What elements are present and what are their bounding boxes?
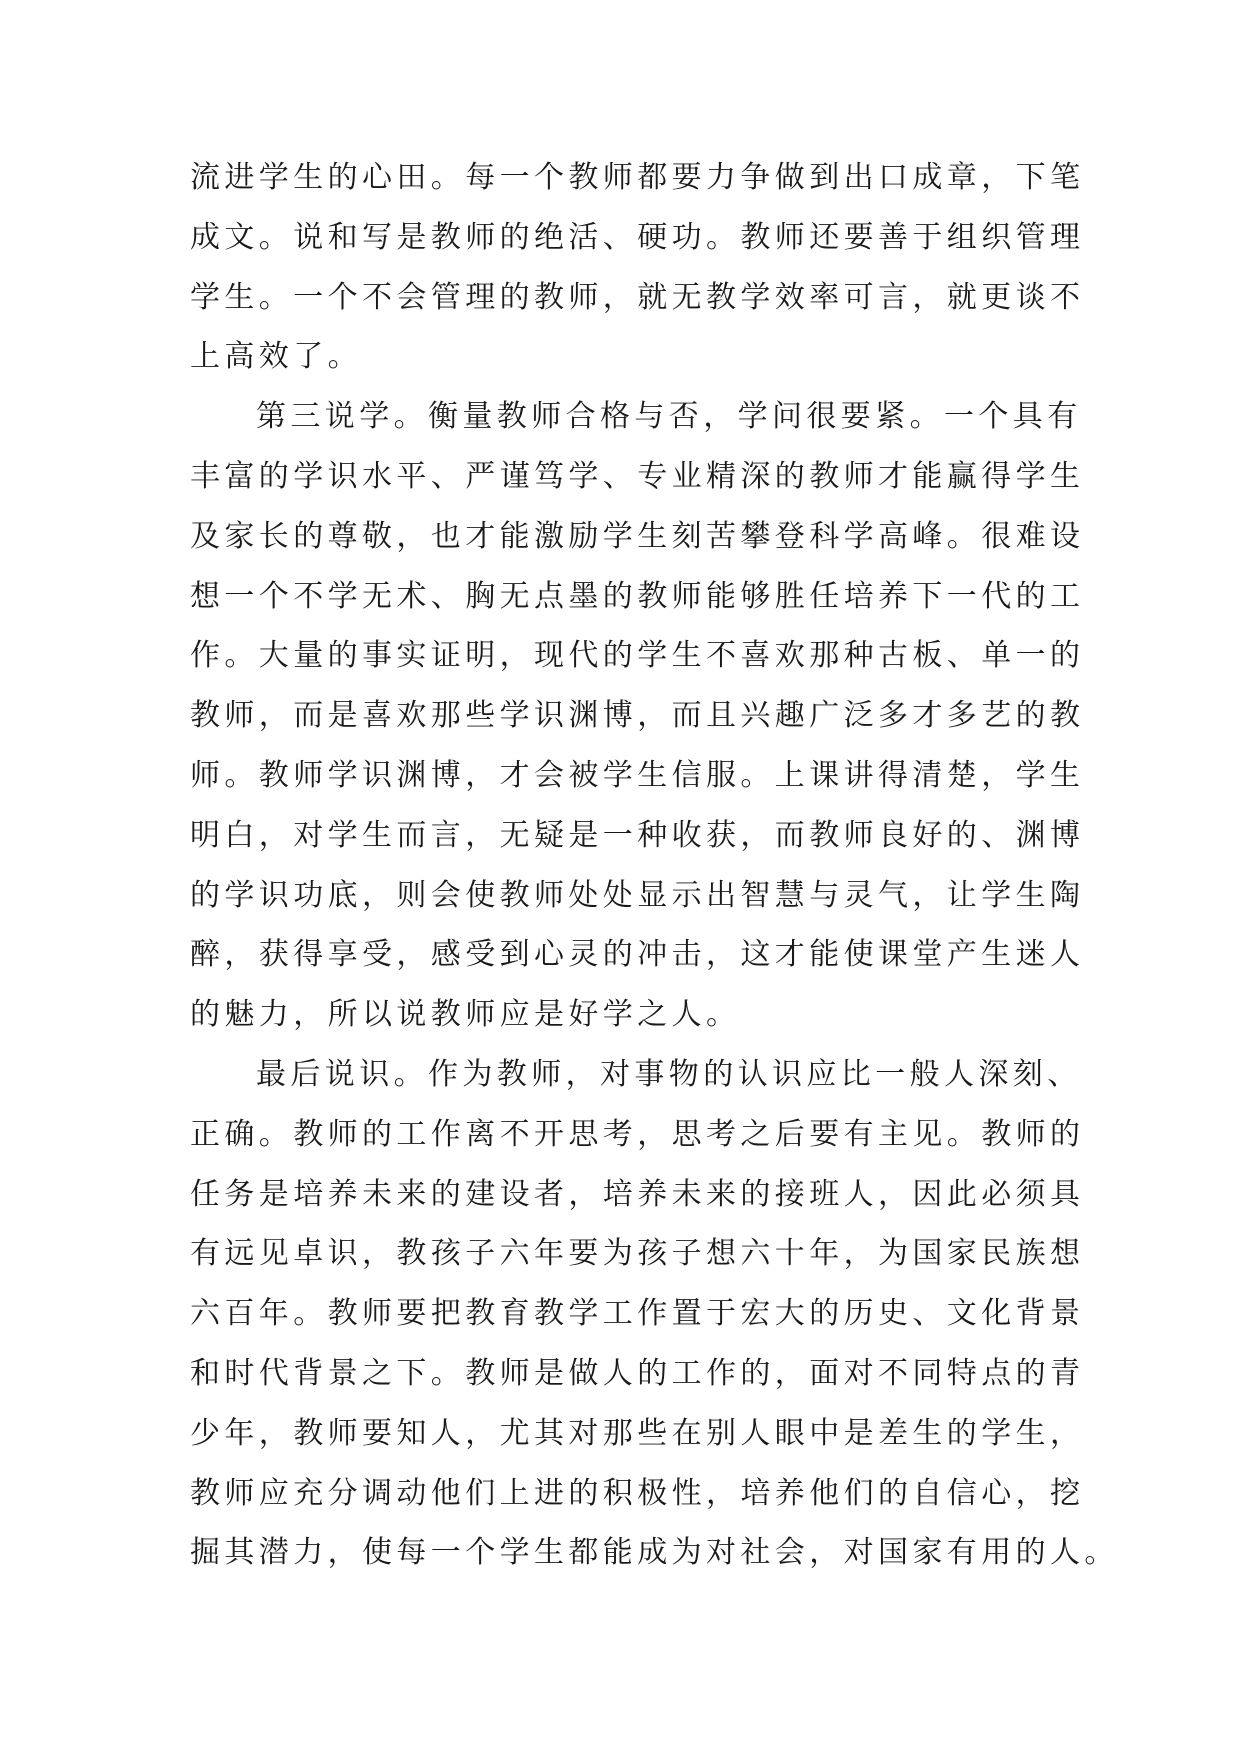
text-line: 教师，而是喜欢那些学识渊博，而且兴趣广泛多才多艺的教 [190, 698, 1085, 734]
paragraph-first-line: 第三说学。衡量教师合格与否，学问很要紧。一个具有 [256, 399, 1082, 435]
paragraph-first-line: 最后说识。作为教师，对事物的认识应比一般人深刻、 [256, 1056, 1082, 1092]
text-line: 丰富的学识水平、严谨笃学、专业精深的教师才能赢得学生 [190, 458, 1085, 494]
text-line: 任务是培养未来的建设者，培养未来的接班人，因此必须具 [190, 1176, 1085, 1212]
document-body [190, 148, 1119, 1583]
text-line: 上高效了。 [190, 339, 362, 375]
text-line: 的学识功底，则会使教师处处显示出智慧与灵气，让学生陶 [190, 877, 1085, 913]
text-line: 醉，获得享受，感受到心灵的冲击，这才能使课堂产生迷人 [190, 937, 1085, 973]
text-line: 师。教师学识渊博，才会被学生信服。上课讲得清楚，学生 [190, 757, 1085, 793]
text-line: 正确。教师的工作离不开思考，思考之后要有主见。教师的 [190, 1116, 1085, 1152]
text-line: 明白，对学生而言，无疑是一种收获，而教师良好的、渊博 [190, 817, 1085, 853]
text-line: 成文。说和写是教师的绝活、硬功。教师还要善于组织管理 [190, 219, 1085, 255]
text-line: 想一个不学无术、胸无点墨的教师能够胜任培养下一代的工 [190, 578, 1085, 614]
text-line: 掘其潜力，使每一个学生都能成为对社会，对国家有用的人。 [190, 1535, 1119, 1571]
text-line: 流进学生的心田。每一个教师都要力争做到出口成章，下笔 [190, 160, 1085, 195]
text-line: 作。大量的事实证明，现代的学生不喜欢那种古板、单一的 [190, 638, 1085, 674]
text-line: 学生。一个不会管理的教师，就无教学效率可言，就更谈不 [190, 279, 1085, 315]
text-line: 及家长的尊敬，也才能激励学生刻苦攀登科学高峰。很难设 [190, 518, 1085, 554]
text-line: 六百年。教师要把教育教学工作置于宏大的历史、文化背景 [190, 1296, 1085, 1332]
text-line: 教师应充分调动他们上进的积极性，培养他们的自信心，挖 [190, 1475, 1085, 1511]
text-line: 和时代背景之下。教师是做人的工作的，面对不同特点的青 [190, 1355, 1085, 1391]
text-line: 的魅力，所以说教师应是好学之人。 [190, 997, 741, 1033]
text-line: 少年，教师要知人，尤其对那些在别人眼中是差生的学生， [190, 1415, 1085, 1451]
text-line: 有远见卓识，教孩子六年要为孩子想六十年，为国家民族想 [190, 1236, 1085, 1272]
